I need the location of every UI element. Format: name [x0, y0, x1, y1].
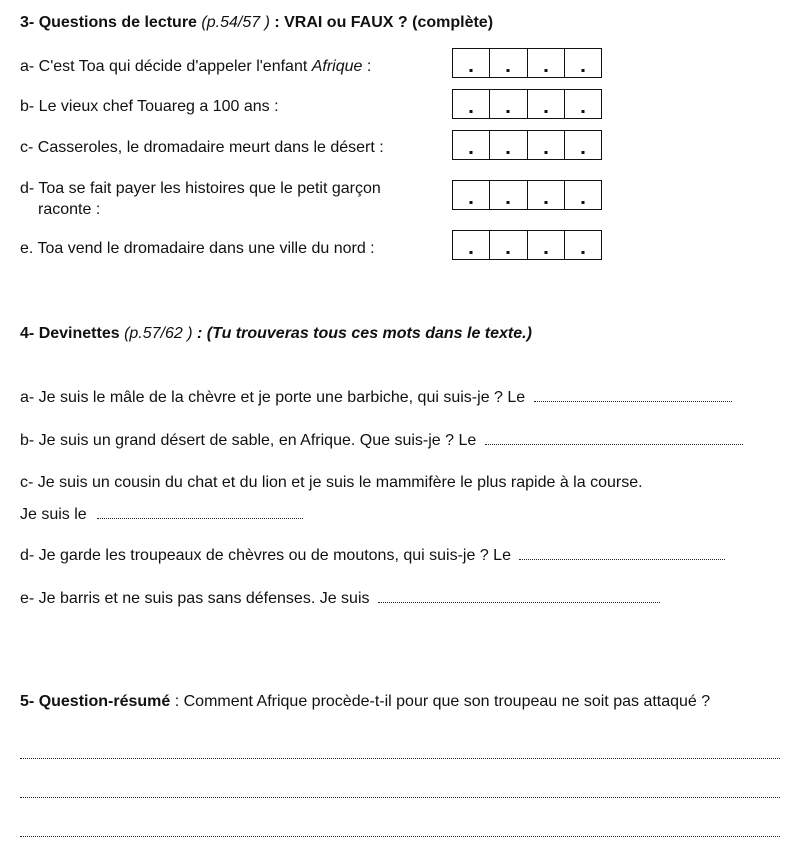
- question-3e: e. Toa vend le dromadaire dans une ville du nord :: [20, 240, 375, 257]
- section-subtitle: : VRAI ou FAUX ? (complète): [274, 14, 494, 31]
- section-subtitle: : (Tu trouveras tous ces mots dans le texte.): [197, 325, 532, 342]
- answer-cell[interactable]: [528, 49, 565, 77]
- answer-boxes-3b[interactable]: [452, 89, 602, 119]
- answer-line[interactable]: [20, 758, 780, 759]
- section-number: 4-: [20, 325, 35, 342]
- question-4d: d- Je garde les troupeaux de chèvres ou de moutons, qui suis-je ? Le: [20, 547, 725, 565]
- answer-cell[interactable]: [565, 181, 601, 209]
- question-4a: a- Je suis le mâle de la chèvre et je porte une barbiche, qui suis-je ? Le: [20, 389, 732, 407]
- section-5-title: [20, 693, 710, 711]
- section-number: 3-: [20, 14, 35, 31]
- answer-cell[interactable]: [453, 231, 490, 259]
- answer-cell[interactable]: [490, 181, 527, 209]
- answer-line[interactable]: [20, 836, 780, 837]
- answer-cell[interactable]: [490, 49, 527, 77]
- answer-cell[interactable]: [565, 49, 601, 77]
- answer-blank[interactable]: [485, 432, 743, 445]
- section-4-title: [20, 325, 532, 343]
- answer-cell[interactable]: [453, 131, 490, 159]
- answer-boxes-3e[interactable]: [452, 230, 602, 260]
- answer-cell[interactable]: [453, 49, 490, 77]
- section-question: : Comment Afrique procède-t-il pour que son troupeau ne soit pas attaqué ?: [170, 693, 711, 710]
- answer-cell[interactable]: [490, 131, 527, 159]
- answer-blank[interactable]: [519, 547, 725, 560]
- answer-cell[interactable]: [528, 131, 565, 159]
- section-3-title: [20, 14, 493, 32]
- answer-cell[interactable]: [453, 90, 490, 118]
- section-number: 5-: [20, 693, 35, 710]
- answer-cell[interactable]: [565, 90, 601, 118]
- question-4c: c- Je suis un cousin du chat et du lion et je suis le mammifère le plus rapide à la course.: [20, 474, 643, 491]
- answer-blank[interactable]: [378, 590, 660, 603]
- answer-cell[interactable]: [528, 181, 565, 209]
- page-reference: (p.57/62 ): [124, 325, 193, 342]
- section-title: Questions de lecture: [38, 14, 197, 31]
- question-4c-continued: Je suis le: [20, 506, 303, 524]
- answer-cell[interactable]: [565, 131, 601, 159]
- question-3c: c- Casseroles, le dromadaire meurt dans le désert :: [20, 139, 384, 156]
- question-3d: d- Toa se fait payer les histoires que le petit garçon: [20, 180, 381, 197]
- answer-cell[interactable]: [565, 231, 601, 259]
- question-4b: b- Je suis un grand désert de sable, en Afrique. Que suis-je ? Le: [20, 432, 743, 450]
- answer-cell[interactable]: [453, 181, 490, 209]
- answer-cell[interactable]: [528, 90, 565, 118]
- question-3d-continued: raconte :: [38, 201, 101, 218]
- answer-blank[interactable]: [97, 506, 303, 519]
- answer-boxes-3c[interactable]: [452, 130, 602, 160]
- answer-line[interactable]: [20, 797, 780, 798]
- answer-cell[interactable]: [528, 231, 565, 259]
- question-3b: b- Le vieux chef Touareg a 100 ans :: [20, 98, 279, 115]
- answer-cell[interactable]: [490, 231, 527, 259]
- answer-boxes-3a[interactable]: [452, 48, 602, 78]
- question-4e: e- Je barris et ne suis pas sans défenses. Je suis: [20, 590, 660, 608]
- section-title: Devinettes: [38, 325, 120, 342]
- page-reference: (p.54/57 ): [201, 14, 270, 31]
- answer-boxes-3d[interactable]: [452, 180, 602, 210]
- section-title: Question-résumé: [38, 693, 171, 710]
- question-3a: a- C'est Toa qui décide d'appeler l'enfant Afrique :: [20, 58, 372, 75]
- answer-blank[interactable]: [534, 389, 732, 402]
- answer-cell[interactable]: [490, 90, 527, 118]
